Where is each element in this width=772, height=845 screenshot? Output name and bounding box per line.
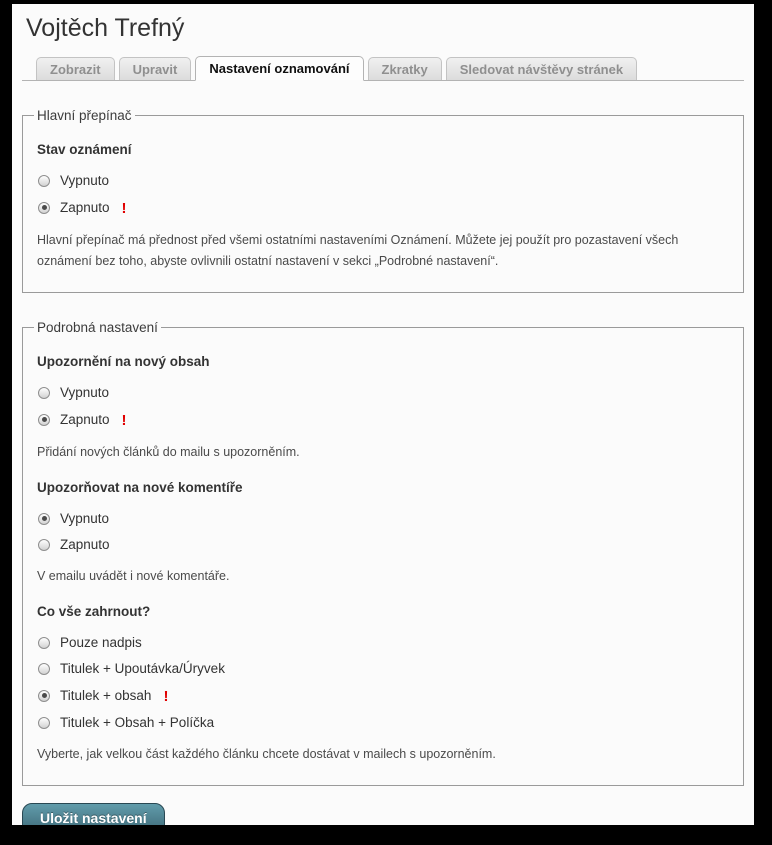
radio-label-komentare-zapnuto[interactable]: Zapnuto bbox=[60, 537, 110, 552]
tab-zkratky[interactable]: Zkratky bbox=[368, 57, 442, 80]
radio-obsah-vypnuto[interactable] bbox=[38, 387, 50, 399]
required-marker: ! bbox=[121, 200, 127, 217]
fieldset-hlavni-prepinac bbox=[22, 108, 744, 293]
form-group-stav-oznameni bbox=[37, 142, 729, 272]
radio-label-komentare-vypnuto[interactable]: Vypnuto bbox=[60, 511, 110, 526]
radio-option-titulek-obsah-policka[interactable] bbox=[37, 715, 214, 730]
radio-label-pouze-nadpis[interactable]: Pouze nadpis bbox=[60, 635, 142, 650]
radio-stav-zapnuto[interactable] bbox=[38, 202, 50, 214]
radio-label-stav-zapnuto[interactable]: Zapnuto bbox=[60, 200, 110, 215]
radio-komentare-vypnuto[interactable] bbox=[38, 513, 50, 525]
radio-titulek-upoutavka[interactable] bbox=[38, 663, 50, 675]
group-description-novy-obsah: Přidání nových článků do mailu s upozorněním. bbox=[37, 445, 300, 459]
group-description-stav-oznameni: Hlavní přepínač má přednost před všemi ostatními nastaveními Oznámení. Můžete jej použít pro pozastavení všech oznámení bez toho, abyste ovlivnili ostatní nastavení v sekci „Podrobné nastavení“. bbox=[37, 233, 679, 268]
form-group-nove-komentare bbox=[37, 480, 729, 587]
tab-zobrazit[interactable]: Zobrazit bbox=[36, 57, 115, 80]
page-title: Vojtěch Trefný bbox=[26, 14, 185, 42]
radio-option-komentare-vypnuto[interactable] bbox=[37, 511, 109, 526]
radio-option-obsah-vypnuto[interactable] bbox=[37, 385, 109, 400]
radio-titulek-obsah[interactable] bbox=[38, 690, 50, 702]
fieldset-legend-podrobna-nastaveni: Podrobná nastavení bbox=[37, 320, 158, 335]
group-description-co-zahrnout: Vyberte, jak velkou část každého článku chcete dostávat v mailech s upozorněním. bbox=[37, 747, 496, 761]
radio-label-titulek-obsah[interactable]: Titulek + obsah bbox=[60, 688, 152, 703]
group-label-novy-obsah: Upozornění na nový obsah bbox=[37, 354, 210, 369]
radio-option-pouze-nadpis[interactable] bbox=[37, 635, 142, 650]
fieldset-legend-hlavni-prepinac: Hlavní přepínač bbox=[37, 108, 132, 123]
required-marker: ! bbox=[163, 688, 169, 705]
group-label-co-zahrnout: Co vše zahrnout? bbox=[37, 604, 151, 619]
required-marker: ! bbox=[121, 412, 127, 429]
radio-option-titulek-upoutavka[interactable] bbox=[37, 661, 225, 676]
radio-titulek-obsah-policka[interactable] bbox=[38, 717, 50, 729]
content-area bbox=[12, 4, 754, 825]
fieldset-podrobna-nastaveni bbox=[22, 320, 744, 786]
tabs-bar bbox=[22, 56, 744, 81]
radio-label-obsah-vypnuto[interactable]: Vypnuto bbox=[60, 385, 110, 400]
radio-pouze-nadpis[interactable] bbox=[38, 637, 50, 649]
save-settings-button[interactable]: Uložit nastavení bbox=[22, 803, 165, 825]
radio-label-titulek-obsah-policka[interactable]: Titulek + Obsah + Políčka bbox=[60, 715, 215, 730]
radio-stav-vypnuto[interactable] bbox=[38, 175, 50, 187]
radio-label-stav-vypnuto[interactable]: Vypnuto bbox=[60, 173, 110, 188]
radio-option-komentare-zapnuto[interactable] bbox=[37, 537, 110, 552]
tab-upravit[interactable]: Upravit bbox=[119, 57, 192, 80]
radio-komentare-zapnuto[interactable] bbox=[38, 539, 50, 551]
group-label-stav-oznameni: Stav oznámení bbox=[37, 142, 132, 157]
radio-option-titulek-obsah[interactable] bbox=[37, 687, 168, 704]
radio-obsah-zapnuto[interactable] bbox=[38, 414, 50, 426]
group-description-nove-komentare: V emailu uvádět i nové komentáře. bbox=[37, 569, 230, 583]
radio-label-obsah-zapnuto[interactable]: Zapnuto bbox=[60, 412, 110, 427]
radio-option-obsah-zapnuto[interactable] bbox=[37, 411, 127, 428]
tab-sledovat-navstevy-stranek[interactable]: Sledovat návštěvy stránek bbox=[446, 57, 637, 80]
group-label-nove-komentare: Upozorňovat na nové komentíře bbox=[37, 480, 243, 495]
radio-option-stav-vypnuto[interactable] bbox=[37, 173, 109, 188]
form-group-novy-obsah bbox=[37, 354, 729, 463]
form-group-co-zahrnout bbox=[37, 604, 729, 765]
tab-nastaveni-oznamovani[interactable]: Nastavení oznamování bbox=[195, 56, 363, 81]
radio-label-titulek-upoutavka[interactable]: Titulek + Upoutávka/Úryvek bbox=[60, 661, 225, 676]
radio-option-stav-zapnuto[interactable] bbox=[37, 199, 127, 216]
